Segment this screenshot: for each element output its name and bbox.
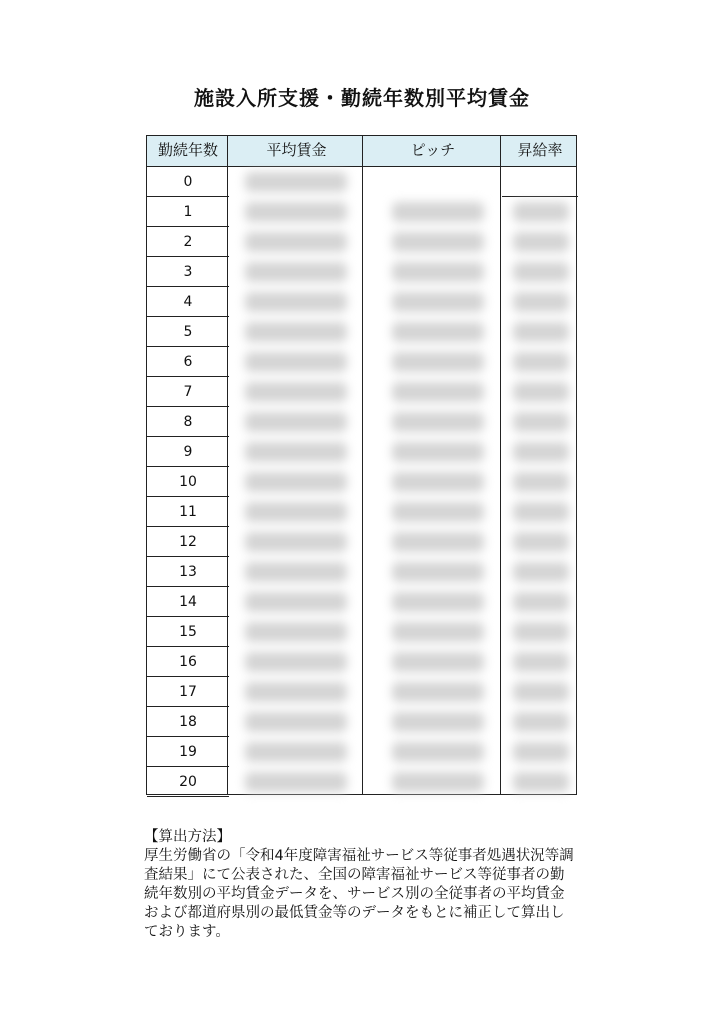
redacted-wage xyxy=(245,442,347,462)
page-title: 施設入所支援・勤続年数別平均賃金 xyxy=(194,86,530,110)
redacted-pitch xyxy=(392,502,484,522)
redacted-raise-rate xyxy=(513,742,569,762)
row-year-cell: 12 xyxy=(179,534,197,550)
redacted-wage xyxy=(245,262,347,282)
row-year-cell: 17 xyxy=(179,684,197,700)
row-year-cell: 11 xyxy=(179,504,197,520)
redacted-pitch xyxy=(392,232,484,252)
table-row xyxy=(147,737,576,767)
redacted-wage xyxy=(245,532,347,552)
header-pitch: ピッチ xyxy=(410,141,456,159)
redacted-raise-rate xyxy=(513,772,569,792)
redacted-raise-rate xyxy=(513,592,569,612)
redacted-raise-rate xyxy=(513,202,569,222)
row-year-cell: 18 xyxy=(179,714,197,730)
redacted-wage xyxy=(245,652,347,672)
redacted-wage xyxy=(245,712,347,732)
redacted-raise-rate xyxy=(513,682,569,702)
header-raise-rate: 昇給率 xyxy=(517,141,563,159)
redacted-pitch xyxy=(392,412,484,432)
redacted-pitch xyxy=(392,772,484,792)
table-row xyxy=(147,347,576,377)
redacted-wage xyxy=(245,202,347,222)
row-year-cell: 2 xyxy=(183,234,193,250)
redacted-raise-rate xyxy=(513,712,569,732)
redacted-raise-rate xyxy=(513,262,569,282)
table-row xyxy=(147,467,576,497)
row-year-cell: 8 xyxy=(183,414,193,430)
redacted-pitch xyxy=(392,532,484,552)
redacted-pitch xyxy=(392,382,484,402)
redacted-wage xyxy=(245,622,347,642)
header-years: 勤続年数 xyxy=(157,141,218,159)
redacted-pitch xyxy=(392,712,484,732)
redacted-wage xyxy=(245,772,347,792)
redacted-wage xyxy=(245,232,347,252)
table-row xyxy=(147,587,576,617)
redacted-wage xyxy=(245,502,347,522)
redacted-raise-rate xyxy=(513,382,569,402)
redacted-raise-rate xyxy=(513,232,569,252)
table-row xyxy=(147,257,576,287)
redacted-pitch xyxy=(392,682,484,702)
table-row xyxy=(147,677,576,707)
row-year-cell: 10 xyxy=(179,474,197,490)
note-heading: 【算出方法】 xyxy=(144,829,231,845)
table-row xyxy=(147,167,576,197)
redacted-wage xyxy=(245,682,347,702)
row-year-cell: 3 xyxy=(183,264,193,280)
table-row xyxy=(147,437,576,467)
row-year-cell: 7 xyxy=(183,384,193,400)
redacted-pitch xyxy=(392,202,484,222)
redacted-wage xyxy=(245,562,347,582)
redacted-wage xyxy=(245,742,347,762)
redacted-raise-rate xyxy=(513,412,569,432)
redacted-wage xyxy=(245,412,347,432)
row-year-cell: 6 xyxy=(183,354,193,370)
redacted-wage xyxy=(245,472,347,492)
row-year-cell: 5 xyxy=(183,324,193,340)
redacted-raise-rate xyxy=(513,442,569,462)
table-row xyxy=(147,197,576,227)
redacted-raise-rate xyxy=(513,472,569,492)
redacted-raise-rate xyxy=(513,292,569,312)
table-row xyxy=(147,227,576,257)
redacted-raise-rate xyxy=(513,352,569,372)
row-year-cell: 0 xyxy=(183,174,193,190)
table-row xyxy=(147,317,576,347)
redacted-raise-rate xyxy=(513,562,569,582)
redacted-pitch xyxy=(392,742,484,762)
row-year-cell: 13 xyxy=(179,564,197,580)
row-year-cell: 15 xyxy=(179,624,197,640)
note-body: 厚生労働省の「令和4年度障害福祉サービス等従事者処遇状況等調査結果」にて公表された、全国の障害福祉サービス等従事者の勤続年数別の平均賃金データを、サービス別の全従事者の平均賃金および都道府県別の最低賃金等のデータをもとに補正して算出しております。 xyxy=(144,848,574,940)
table-row xyxy=(147,767,576,797)
redacted-wage xyxy=(245,382,347,402)
wage-table xyxy=(146,135,577,795)
table-row xyxy=(147,287,576,317)
table-row xyxy=(147,647,576,677)
redacted-pitch xyxy=(392,562,484,582)
redacted-wage xyxy=(245,592,347,612)
header-average-wage: 平均賃金 xyxy=(266,141,327,159)
redacted-pitch xyxy=(392,322,484,342)
redacted-pitch xyxy=(392,592,484,612)
redacted-raise-rate xyxy=(513,652,569,672)
redacted-pitch xyxy=(392,442,484,462)
row-year-cell: 19 xyxy=(179,744,197,760)
row-year-cell: 9 xyxy=(183,444,193,460)
row-divider xyxy=(147,796,229,797)
table-row xyxy=(147,377,576,407)
redacted-pitch xyxy=(392,292,484,312)
row-year-cell: 14 xyxy=(179,594,197,610)
redacted-pitch xyxy=(392,622,484,642)
row-year-cell: 1 xyxy=(183,204,193,220)
table-row xyxy=(147,557,576,587)
redacted-raise-rate xyxy=(513,532,569,552)
table-row xyxy=(147,707,576,737)
table-row xyxy=(147,617,576,647)
redacted-wage xyxy=(245,292,347,312)
table-row xyxy=(147,407,576,437)
redacted-raise-rate xyxy=(513,622,569,642)
row-year-cell: 20 xyxy=(179,774,197,790)
redacted-pitch xyxy=(392,352,484,372)
row-year-cell: 16 xyxy=(179,654,197,670)
redacted-wage xyxy=(245,172,347,192)
row-year-cell: 4 xyxy=(183,294,193,310)
redacted-pitch xyxy=(392,652,484,672)
redacted-pitch xyxy=(392,472,484,492)
table-row xyxy=(147,497,576,527)
redacted-wage xyxy=(245,322,347,342)
redacted-raise-rate xyxy=(513,502,569,522)
calculation-note xyxy=(144,828,574,942)
table-row xyxy=(147,527,576,557)
redacted-raise-rate xyxy=(513,322,569,342)
redacted-pitch xyxy=(392,262,484,282)
redacted-wage xyxy=(245,352,347,372)
